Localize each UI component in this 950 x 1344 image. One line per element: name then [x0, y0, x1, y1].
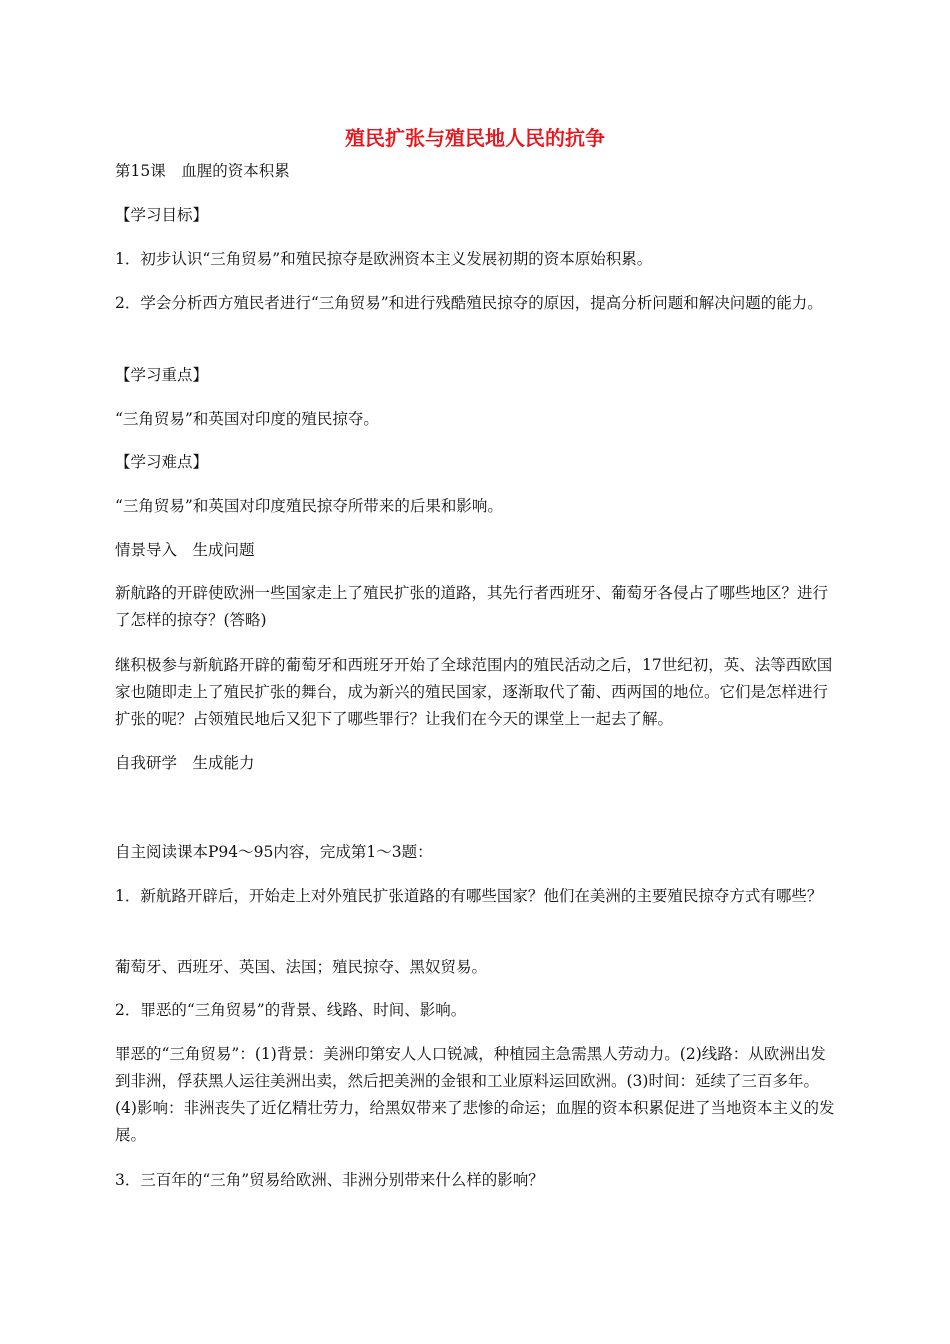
objective-1: 1．初步认识“三角贸易”和殖民掠夺是欧洲资本主义发展初期的资本原始积累。: [115, 250, 653, 268]
answer-1: 葡萄牙、西班牙、英国、法国；殖民掠夺、黑奴贸易。: [115, 958, 488, 976]
intro-paragraph-2: 继积极参与新航路开辟的葡萄牙和西班牙开始了全球范围内的殖民活动之后，17世纪初，英、法等西欧国家也随即走上了殖民扩张的舞台，成为新兴的殖民国家，逐渐取代了葡、西两国的地位。它们是怎样进行扩张的呢？占领殖民地后又犯下了哪些罪行？让我们在今天的课堂上一起去了解。: [115, 656, 833, 728]
section-intro-heading: 情景导入 生成问题: [115, 541, 255, 559]
lesson-heading: 第15课 血腥的资本积累: [115, 162, 290, 180]
intro-paragraph-1: 新航路的开辟使欧洲一些国家走上了殖民扩张的道路，其先行者西班牙、葡萄牙各侵占了哪些地区？进行了怎样的掠夺？(答略): [115, 584, 829, 629]
key-points-header: 【学习重点】: [115, 366, 209, 384]
question-2: 2．罪恶的“三角贸易”的背景、线路、时间、影响。: [115, 1001, 467, 1019]
question-1: 1．新航路开辟后，开始走上对外殖民扩张道路的有哪些国家？他们在美洲的主要殖民掠夺方式有哪些？: [115, 887, 823, 905]
reading-task: 自主阅读课本P94～95内容，完成第1～3题：: [115, 843, 433, 861]
document-title: 殖民扩张与殖民地人民的抗争: [345, 126, 605, 150]
key-points-text: “三角贸易”和英国对印度的殖民掠夺。: [115, 410, 379, 428]
difficulties-text: “三角贸易”和英国对印度殖民掠夺所带来的后果和影响。: [115, 497, 503, 515]
section-self-study-heading: 自我研学 生成能力: [115, 754, 255, 772]
difficulties-header: 【学习难点】: [115, 453, 209, 471]
objective-2: 2．学会分析西方殖民者进行“三角贸易”和进行残酷殖民掠夺的原因，提高分析问题和解决问题的能力。: [115, 294, 823, 312]
question-3: 3．三百年的“三角”贸易给欧洲、非洲分别带来什么样的影响？: [115, 1171, 544, 1189]
objectives-header: 【学习目标】: [115, 206, 209, 224]
answer-2: 罪恶的“三角贸易”：(1)背景：美洲印第安人人口锐减，种植园主急需黑人劳动力。(2)线路：从欧洲出发到非洲，俘获黑人运往美洲出卖，然后把美洲的金银和工业原料运回欧洲。(3)时间：延续了三百多年。(4)影响：非洲丧失了近亿精壮劳力，给黑奴带来了悲惨的命运；血腥的资本积累促进了当地资本主义的发展。: [115, 1045, 835, 1144]
